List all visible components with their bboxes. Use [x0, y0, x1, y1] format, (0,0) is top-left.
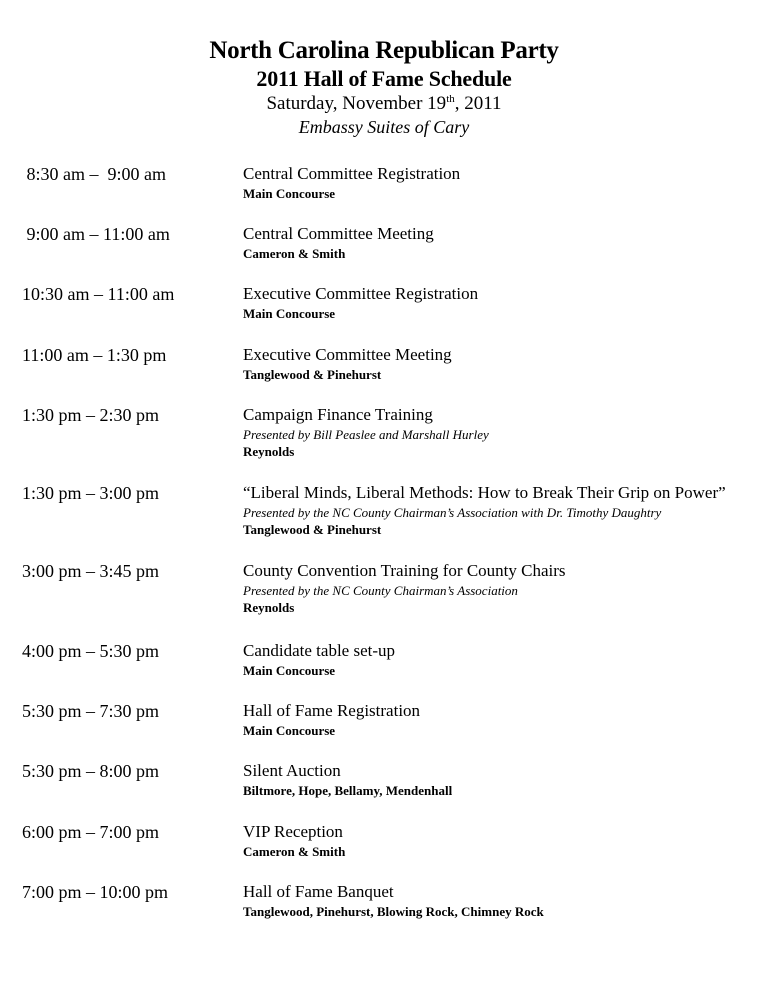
schedule-time: 8:30 am – 9:00 am: [22, 164, 166, 184]
schedule-title: 2011 Hall of Fame Schedule: [256, 66, 512, 91]
schedule-time: 10:30 am – 11:00 am: [22, 284, 175, 304]
event-location: Reynolds: [243, 444, 295, 459]
schedule-time: 3:00 pm – 3:45 pm: [22, 561, 160, 581]
event-title: Executive Committee Meeting: [243, 345, 452, 364]
schedule-time: 5:30 pm – 8:00 pm: [22, 761, 160, 781]
schedule-event: [243, 560, 763, 617]
event-location: Main Concourse: [243, 306, 336, 321]
event-location: Reynolds: [243, 600, 295, 615]
event-title: Silent Auction: [243, 761, 341, 780]
schedule-event: [243, 640, 763, 680]
event-title: Hall of Fame Banquet: [243, 882, 394, 901]
event-title: Central Committee Registration: [243, 164, 461, 183]
event-location: Main Concourse: [243, 186, 336, 201]
event-title: Hall of Fame Registration: [243, 701, 421, 720]
event-presenter: Presented by the NC County Chairman’s Association with Dr. Timothy Daughtry: [243, 505, 662, 520]
event-location: Cameron & Smith: [243, 844, 346, 859]
event-location: Tanglewood & Pinehurst: [243, 367, 382, 382]
event-title: County Convention Training for County Chairs: [243, 561, 566, 580]
schedule-event: [243, 163, 763, 203]
event-title: Candidate table set-up: [243, 641, 396, 660]
event-date: [0, 92, 768, 116]
event-presenter: Presented by the NC County Chairman’s Association: [243, 583, 518, 598]
schedule-time: 1:30 pm – 3:00 pm: [22, 483, 160, 503]
schedule-time: 5:30 pm – 7:30 pm: [22, 701, 160, 721]
schedule-event: [243, 482, 763, 539]
schedule-event: [243, 404, 763, 461]
event-title: VIP Reception: [243, 822, 343, 841]
event-location: Main Concourse: [243, 663, 336, 678]
schedule-event: [243, 760, 763, 800]
schedule-time: 7:00 pm – 10:00 pm: [22, 882, 169, 902]
schedule-event: [243, 283, 763, 323]
event-presenter: Presented by Bill Peaslee and Marshall Hurley: [243, 427, 489, 442]
schedule-time: 4:00 pm – 5:30 pm: [22, 641, 160, 661]
event-title: Campaign Finance Training: [243, 405, 433, 424]
event-date-year: , 2011: [454, 93, 502, 114]
event-location: Cameron & Smith: [243, 246, 346, 261]
organization-title: North Carolina Republican Party: [209, 37, 559, 64]
schedule-event: [243, 700, 763, 740]
event-date-main: Saturday, November 19: [266, 93, 447, 114]
event-location: Tanglewood, Pinehurst, Blowing Rock, Chimney Rock: [243, 904, 544, 919]
schedule-time: 11:00 am – 1:30 pm: [22, 345, 167, 365]
event-title: Executive Committee Registration: [243, 284, 479, 303]
event-title: Central Committee Meeting: [243, 224, 434, 243]
event-date-suffix: th: [446, 93, 455, 105]
schedule-time: 9:00 am – 11:00 am: [22, 224, 170, 244]
event-location: Biltmore, Hope, Bellamy, Mendenhall: [243, 783, 453, 798]
event-location: Tanglewood & Pinehurst: [243, 522, 382, 537]
event-location: Main Concourse: [243, 723, 336, 738]
schedule-time: 1:30 pm – 2:30 pm: [22, 405, 160, 425]
schedule-time: 6:00 pm – 7:00 pm: [22, 822, 160, 842]
event-venue: Embassy Suites of Cary: [298, 117, 470, 137]
schedule-event: [243, 821, 763, 861]
schedule-event: [243, 881, 763, 921]
schedule-event: [243, 223, 763, 263]
document-header: [0, 36, 768, 138]
event-title: “Liberal Minds, Liberal Methods: How to Break Their Grip on Power”: [243, 483, 726, 502]
schedule-event: [243, 344, 763, 384]
